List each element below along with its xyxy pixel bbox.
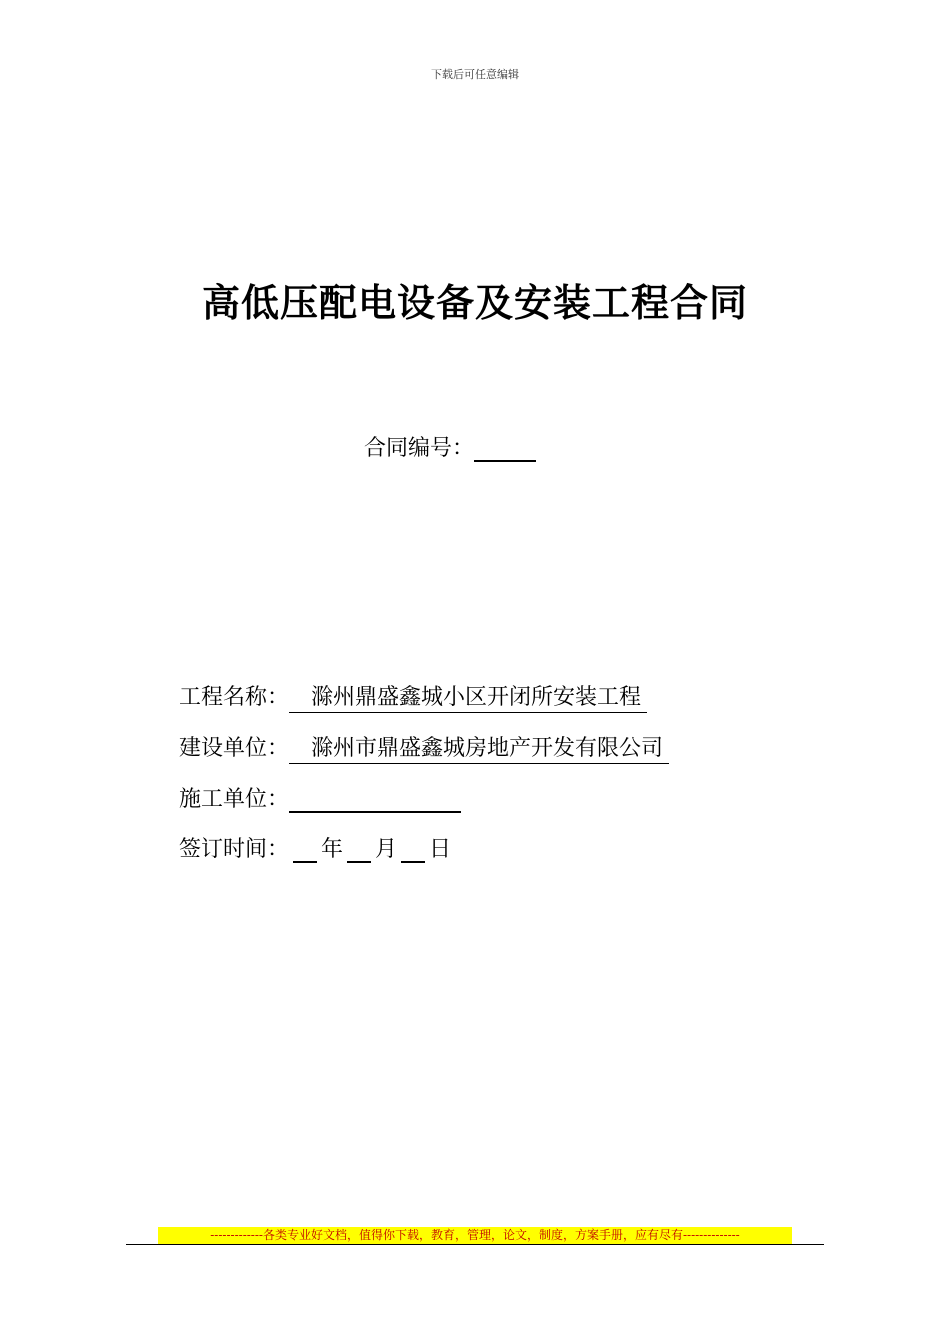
client-value: 滁州市鼎盛鑫城房地产开发有限公司 (289, 735, 669, 764)
footer-divider (126, 1244, 824, 1245)
client-label: 建设单位： (179, 736, 290, 761)
year-blank (293, 839, 317, 863)
client-row (179, 731, 669, 764)
contractor-blank (289, 787, 461, 813)
sign-date-row (179, 832, 451, 863)
contract-number-blank (474, 436, 536, 462)
contractor-label: 施工单位： (179, 787, 290, 812)
sign-date-label: 签订时间： (179, 837, 290, 862)
contract-number-label: 合同编号： (364, 436, 475, 461)
document-title: 高低压配电设备及安装工程合同 (201, 281, 748, 325)
day-blank (401, 839, 425, 863)
header-note: 下载后可任意编辑 (431, 68, 519, 81)
month-label: 月 (375, 837, 398, 862)
year-label: 年 (321, 837, 344, 862)
footer-banner: -------------各类专业好文档，值得你下载，教育，管理，论文，制度，方案手册，应有尽有-------------- (158, 1227, 792, 1244)
month-blank (347, 839, 371, 863)
contractor-row (179, 782, 461, 813)
contract-number-line (364, 431, 536, 462)
project-name-label: 工程名称： (179, 685, 290, 710)
day-label: 日 (429, 837, 452, 862)
project-name-row (179, 680, 647, 713)
project-name-value: 滁州鼎盛鑫城小区开闭所安装工程 (289, 684, 647, 713)
